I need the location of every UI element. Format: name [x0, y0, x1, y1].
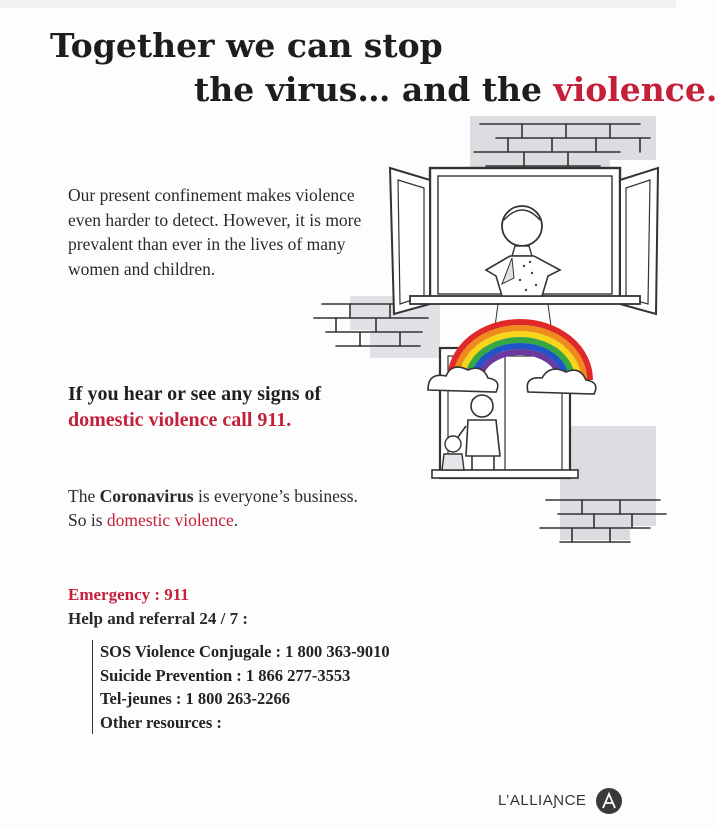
- resource-list: [92, 640, 460, 734]
- callout-line-2: domestic violence call 911.: [68, 409, 292, 431]
- domestic-prefix: So is: [68, 510, 107, 530]
- resource-tel-jeunes: Tel-jeunes : 1 800 263-2266: [100, 689, 291, 708]
- resource-other: Other resources :: [100, 712, 222, 732]
- alliance-logo: [498, 786, 668, 816]
- top-strip: [0, 0, 676, 8]
- logo-suffix: CE: [564, 792, 587, 809]
- house-windows-rainbow-illustration: [310, 108, 676, 570]
- emergency-number: Emergency : 911: [68, 585, 189, 604]
- resource-sos-violence: SOS Violence Conjugale : 1 800 363-9010: [100, 642, 390, 661]
- callout-line-1: If you hear or see any signs of: [68, 383, 322, 405]
- domestic-violence-highlight: domestic violence: [106, 510, 234, 530]
- logo-n-glyph: Ɲ: [553, 792, 565, 809]
- headline-line-2: [194, 68, 717, 112]
- resource-suicide-prevention: Suicide Prevention : 1 866 277-3553: [100, 665, 351, 685]
- logo-prefix: L’ALLIA: [498, 792, 554, 809]
- intro-paragraph: Our present confinement makes violence even harder to detect. However, it is more prevalent than ever in the lives of many women and children.: [68, 185, 362, 279]
- coronavirus-suffix: is everyone’s business.: [193, 486, 358, 506]
- help-referral-heading: Help and referral 24 / 7 :: [68, 609, 249, 628]
- logo-wordmark: [498, 792, 586, 809]
- headline-highlight: violence.: [553, 70, 717, 109]
- coronavirus-word: Coronavirus: [99, 486, 194, 506]
- domestic-suffix: .: [233, 510, 239, 530]
- coronavirus-prefix: The: [68, 486, 100, 506]
- alliance-emblem-icon: [594, 786, 624, 816]
- headline-line-2-text: the virus… and the: [194, 70, 554, 109]
- headline-line-1: Together we can stop: [50, 26, 443, 65]
